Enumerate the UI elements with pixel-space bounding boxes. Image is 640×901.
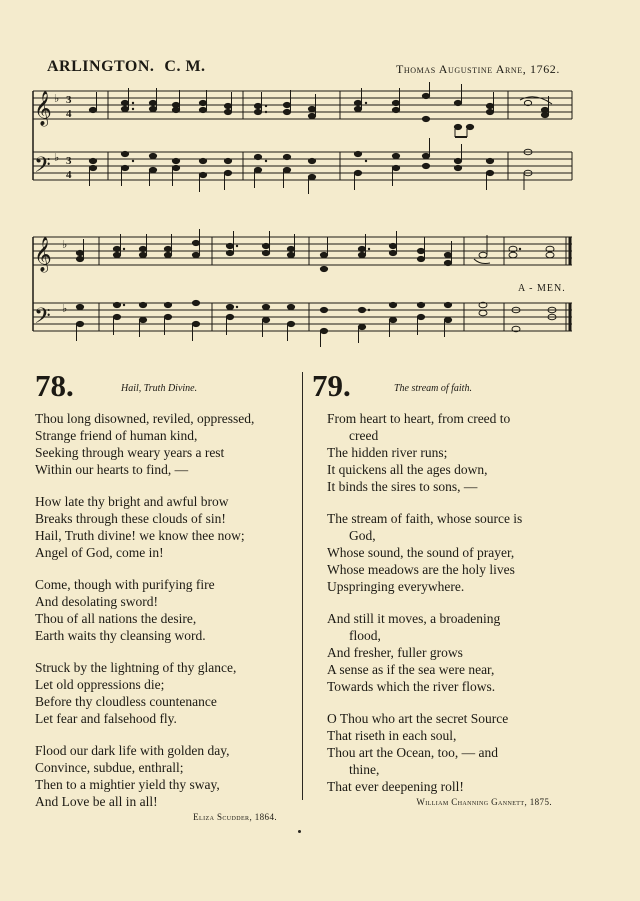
hymn-number: 79.: [312, 368, 351, 403]
hymn-subtitle: The stream of faith.: [394, 383, 472, 394]
verse-line: Strange friend of human kind,: [35, 428, 198, 443]
verse-line: Breaks through these clouds of sin!: [35, 511, 226, 526]
hymn-subtitle: Hail, Truth Divine.: [121, 383, 198, 394]
svg-text:4: 4: [66, 169, 72, 181]
verse-line: And fresher, fuller grows: [327, 645, 463, 660]
hymn-number: 78.: [35, 368, 74, 403]
verse-line: Seeking through weary years a rest: [35, 445, 225, 460]
column-divider: [302, 372, 303, 800]
hymn-79: [312, 370, 572, 807]
verse-line-continuation: creed: [349, 428, 379, 443]
stanza: [312, 410, 572, 495]
verse-line: The stream of faith, whose source is: [327, 511, 523, 526]
stanza: [312, 610, 572, 695]
hymn-author: Eliza Scudder, 1864.: [193, 812, 277, 822]
verse-line: Convince, subdue, enthrall;: [35, 760, 184, 775]
svg-text:4: 4: [66, 108, 72, 120]
stanza: [312, 510, 572, 595]
verse-line: Thou long disowned, reviled, oppressed,: [35, 411, 255, 426]
verse-line: Come, though with purifying fire: [35, 577, 215, 592]
verse-line: Struck by the lightning of thy glance,: [35, 660, 237, 675]
verse-line: Earth waits thy cleansing word.: [35, 628, 206, 643]
verse-line: Then to a mightier yield thy sway,: [35, 777, 220, 792]
stanza: [35, 410, 295, 478]
verse-line-continuation: flood,: [349, 628, 381, 643]
verse-line: O Thou who art the secret Source: [327, 711, 509, 726]
verse-line: Upspringing everywhere.: [327, 579, 465, 594]
bass-clef-icon: 𝄢: [34, 153, 51, 183]
verse-line: And desolating sword!: [35, 594, 158, 609]
verse-line: That ever deepening roll!: [327, 779, 464, 794]
treble-clef-icon: 𝄞: [34, 237, 52, 272]
verse-line: And Love be all in all!: [35, 794, 158, 809]
stanza: [35, 576, 295, 644]
verse-line: Let old oppressions die;: [35, 677, 165, 692]
hymn-author: William Channing Gannett, 1875.: [416, 797, 552, 807]
hymn-78: [35, 370, 295, 822]
verse-line: Whose sound, the sound of prayer,: [327, 545, 515, 560]
verse-line: Thou art the Ocean, too, — and: [327, 745, 498, 760]
verse-line: Whose meadows are the holy lives: [327, 562, 515, 577]
verse-line: Before thy cloudless countenance: [35, 694, 217, 709]
verse-line: How late thy bright and awful brow: [35, 494, 229, 509]
verse-line: And still it moves, a broadening: [327, 611, 501, 626]
svg-text:3: 3: [66, 155, 72, 167]
bass-clef-icon: 𝄢: [34, 304, 51, 334]
tune-name: ARLINGTON.: [47, 58, 155, 75]
verse-line-continuation: thine,: [349, 762, 380, 777]
verse-line: A sense as if the sea were near,: [327, 662, 495, 677]
svg-text:♭: ♭: [54, 151, 60, 164]
music-system-1: [0, 82, 640, 202]
verse-line: It quickens all the ages down,: [327, 462, 488, 477]
verse-line: That riseth in each soul,: [327, 728, 457, 743]
verse-line: From heart to heart, from creed to: [327, 411, 511, 426]
stanza: [35, 742, 295, 810]
verse-line: Angel of God, come in!: [35, 545, 164, 560]
svg-text:♭: ♭: [62, 302, 68, 315]
svg-text:3: 3: [66, 94, 72, 106]
amen-label: A - MEN.: [518, 283, 566, 294]
svg-text:♭: ♭: [62, 238, 68, 251]
verse-line: Towards which the river flows.: [327, 679, 496, 694]
verse-line: It binds the sires to sons, —: [327, 479, 478, 494]
treble-clef-icon: 𝄞: [34, 91, 52, 126]
verse-line: The hidden river runs;: [327, 445, 448, 460]
stanza: [35, 493, 295, 561]
svg-text:♭: ♭: [54, 92, 60, 105]
verse-line: Within our hearts to find, —: [35, 462, 189, 477]
tune-meter: C. M.: [164, 58, 206, 75]
stanza: [35, 659, 295, 727]
tune-title: [47, 58, 206, 76]
verse-line: Let fear and falsehood fly.: [35, 711, 177, 726]
composer-credit: Thomas Augustine Arne, 1762.: [395, 62, 560, 76]
verse-line: Flood our dark life with golden day,: [35, 743, 230, 758]
verse-line-continuation: God,: [349, 528, 376, 543]
verse-line: Hail, Truth divine! we know thee now;: [35, 528, 245, 543]
stanza: [312, 710, 572, 795]
verse-line: Thou of all nations the desire,: [35, 611, 197, 626]
page-dot: [298, 830, 301, 833]
